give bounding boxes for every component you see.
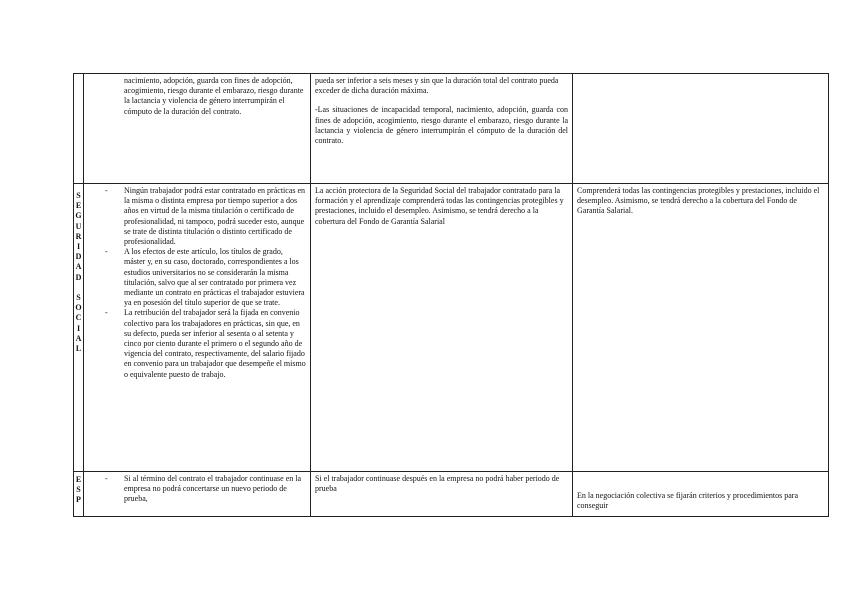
list-item: - Ningún trabajador podrá estar contratado en prácticas en la misma o distinta empresa por tiempo superior a dos años en virtud de la misma titulación o certificado de profesionalidad, ni tampoco, podrá suceder esto, aunque se trate de distinta titulación o distinto certificado de profesionalidad. — [105, 186, 306, 247]
cell-paragraph: La acción protectora de la Seguridad Social del trabajador contratado para la formación y el aprendizaje comprenderá todas las contingencias protegibles y prestaciones, incluido el desempleo. Asimismo, se tendrá derecho a la cobertura del Fondo de Garantía Salarial — [315, 186, 564, 226]
bullet-list — [88, 186, 306, 380]
row-label-cell — [74, 184, 84, 472]
cell-paragraph: Si el trabajador continuase después en la empresa no podrá haber periodo de prueba — [315, 474, 560, 494]
table-row — [74, 74, 829, 184]
list-item: - La retribución del trabajador será la fijada en convenio colectivo para los trabajadores en prácticas, sin que, en su defecto, pueda ser inferior al sesenta o al setenta y cinco por ciento durante el primero o el segundo año de vigencia del contrato, respectivamente, del salario fijado en convenio para un trabajador que desempeñe el mismo o equivalente puesto de trabajo. — [105, 308, 306, 379]
list-item: - Si al término del contrato el trabajador continuase en la empresa no podrá concertarse un nuevo periodo de prueba, — [105, 474, 302, 504]
table-cell — [84, 472, 311, 517]
bullet-list — [88, 474, 306, 505]
table-cell — [573, 472, 829, 517]
cell-paragraph: Comprenderá todas las contingencias protegibles y prestaciones, incluido el desempleo. Asimismo, se tendrá derecho a la cobertura del Fondo de Garantía Salarial. — [577, 186, 820, 216]
table-cell — [573, 184, 829, 472]
table-cell — [311, 74, 573, 184]
table-row — [74, 472, 829, 517]
row-label-cell — [74, 472, 84, 517]
table-cell — [84, 184, 311, 472]
comparison-table — [73, 73, 829, 517]
row-label-cell — [74, 74, 84, 184]
cell-text: nacimiento, adopción, guarda con fines de adopción, acogimiento, riesgo durante el embarazo, riesgo durante la lactancia y violencia de género interrumpirán el cómputo de la duración del contrato. — [124, 76, 304, 116]
row-label-esp: E S P — [75, 475, 82, 505]
table-cell — [311, 184, 573, 472]
row-label-seguridad-social: S E G U R I D A D S O C I A L — [75, 191, 82, 354]
table-cell — [84, 74, 311, 184]
cell-paragraph: pueda ser inferior a seis meses y sin que la duración total del contrato pueda exceder de dicha duración máxima. — [315, 76, 559, 96]
table-cell — [573, 74, 829, 184]
table-row — [74, 184, 829, 472]
list-item: - A los efectos de este artículo, los títulos de grado, máster y, en su caso, doctorado, correspondientes a los estudios universitarios no se considerarán la misma titulación, salvo que al ser contratado por primera vez mediante un contrato en prácticas el trabajador estuviera ya en posesión del título superior de que se trate. — [105, 247, 305, 308]
cell-paragraph: -Las situaciones de incapacidad temporal, nacimiento, adopción, guarda con fines de adopción, acogimiento, riesgo durante el embarazo, riesgo durante la lactancia y violencia de género interrumpirán el cómputo de la duración del contrato. — [315, 105, 568, 146]
cell-paragraph: En la negociación colectiva se fijarán criterios y procedimientos para conseguir — [577, 491, 799, 511]
table-cell — [311, 472, 573, 517]
